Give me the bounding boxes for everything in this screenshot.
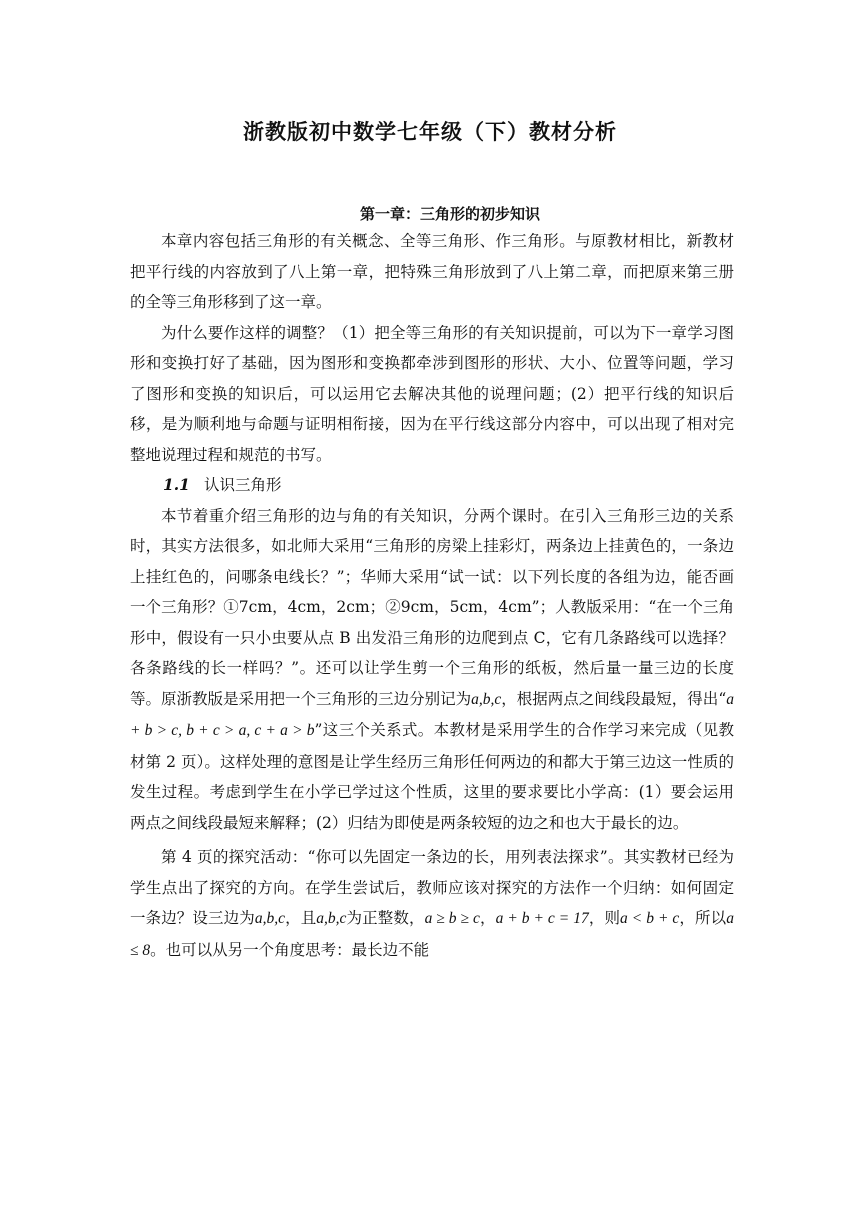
math-abc: a,b,c	[316, 910, 347, 927]
section-number: 1.1	[163, 475, 190, 494]
section-title: 认识三角形	[203, 476, 282, 494]
paragraph-reason: 为什么要作这样的调整？（1）把全等三角形的有关知识提前，可以为下一章学习图形和变换打好了基础，因为图形和变换都牵涉到图形的形状、大小、位置等问题，学习了图形和变换的知识后，可以运用它去解决其他的说理问题；(2）把平行线的知识后移，是为顺利地与命题与证明相衔接，因为在平行线这部分内容中，可以出现了相对完整地说理过程和规范的书写。	[130, 323, 734, 464]
paragraph-intro: 本章内容包括三角形的有关概念、全等三角形、作三角形。与原教材相比，新教材把平行线的内容放到了八上第一章，把特殊三角形放到了八上第二章，而把原来第三册的全等三角形移到了这一章。	[130, 232, 734, 311]
math-triangle-inequality: a < b + c	[620, 910, 680, 927]
document-title: 浙教版初中数学七年级（下）教材分析	[243, 119, 617, 144]
section-heading	[130, 470, 734, 501]
math-abc: a,b,c	[471, 690, 502, 708]
paragraph-exploration: 第 4 页的探究活动：“你可以先固定一条边的长，用列表法探求”。其实教材已经为学生点出了探究的方向。在学生尝试后，教师应该对探究的方法作一个归纳：如何固定一条边？设三边为a,b,c，且a,b,c为正整数，a ≥ b ≥ c，a + b + c = 17，则a < b + c，所以a ≤ 8。也可以从另一个角度思考：最长边不能	[130, 848, 734, 959]
math-inequalities: a + b > c, b + c > a, c + a > b	[130, 690, 734, 739]
math-abc: a,b,c	[254, 910, 285, 927]
math-bound: a ≤ 8	[130, 910, 734, 959]
math-order: a ≥ b ≥ c	[424, 910, 480, 927]
document-body	[130, 226, 734, 966]
math-sum: a + b + c = 17	[495, 910, 589, 927]
paragraph-triangle-sides: 本节着重介绍三角形的边与角的有关知识，分两个课时。在引入三角形三边的关系时，其实方法很多，如北师大采用“三角形的房梁上挂彩灯，两条边上挂黄色的，一条边上挂红色的，问哪条电线长？”；华师大采用“试一试：以下列长度的各组为边，能否画一个三角形？①7cm，4cm，2cm；②9cm，5cm，4cm”；人教版采用：“在一个三角形中，假设有一只小虫要从点 B 出发沿三角形的边爬到点 C，它有几条路线可以选择？各条路线的长一样吗？”。还可以让学生剪一个三角形的纸板，然后量一量三边的长度等。原浙教版是采用把一个三角形的三边分别记为a,b,c，根据两点之间线段最短，得出“a + b > c, b + c > a, c + a > b”这三个关系式。本教材是采用学生的合作学习来完成（见教材第 2 页）。这样处理的意图是让学生经历三角形任何两边的和都大于第三边这一性质的发生过程。考虑到学生在小学已学过这个性质，这里的要求要比小学高：(1）要会运用两点之间线段最短来解释；(2）归结为即使是两条较短的边之和也大于最长的边。	[130, 506, 734, 832]
chapter-heading: 第一章：三角形的初步知识	[359, 205, 540, 223]
